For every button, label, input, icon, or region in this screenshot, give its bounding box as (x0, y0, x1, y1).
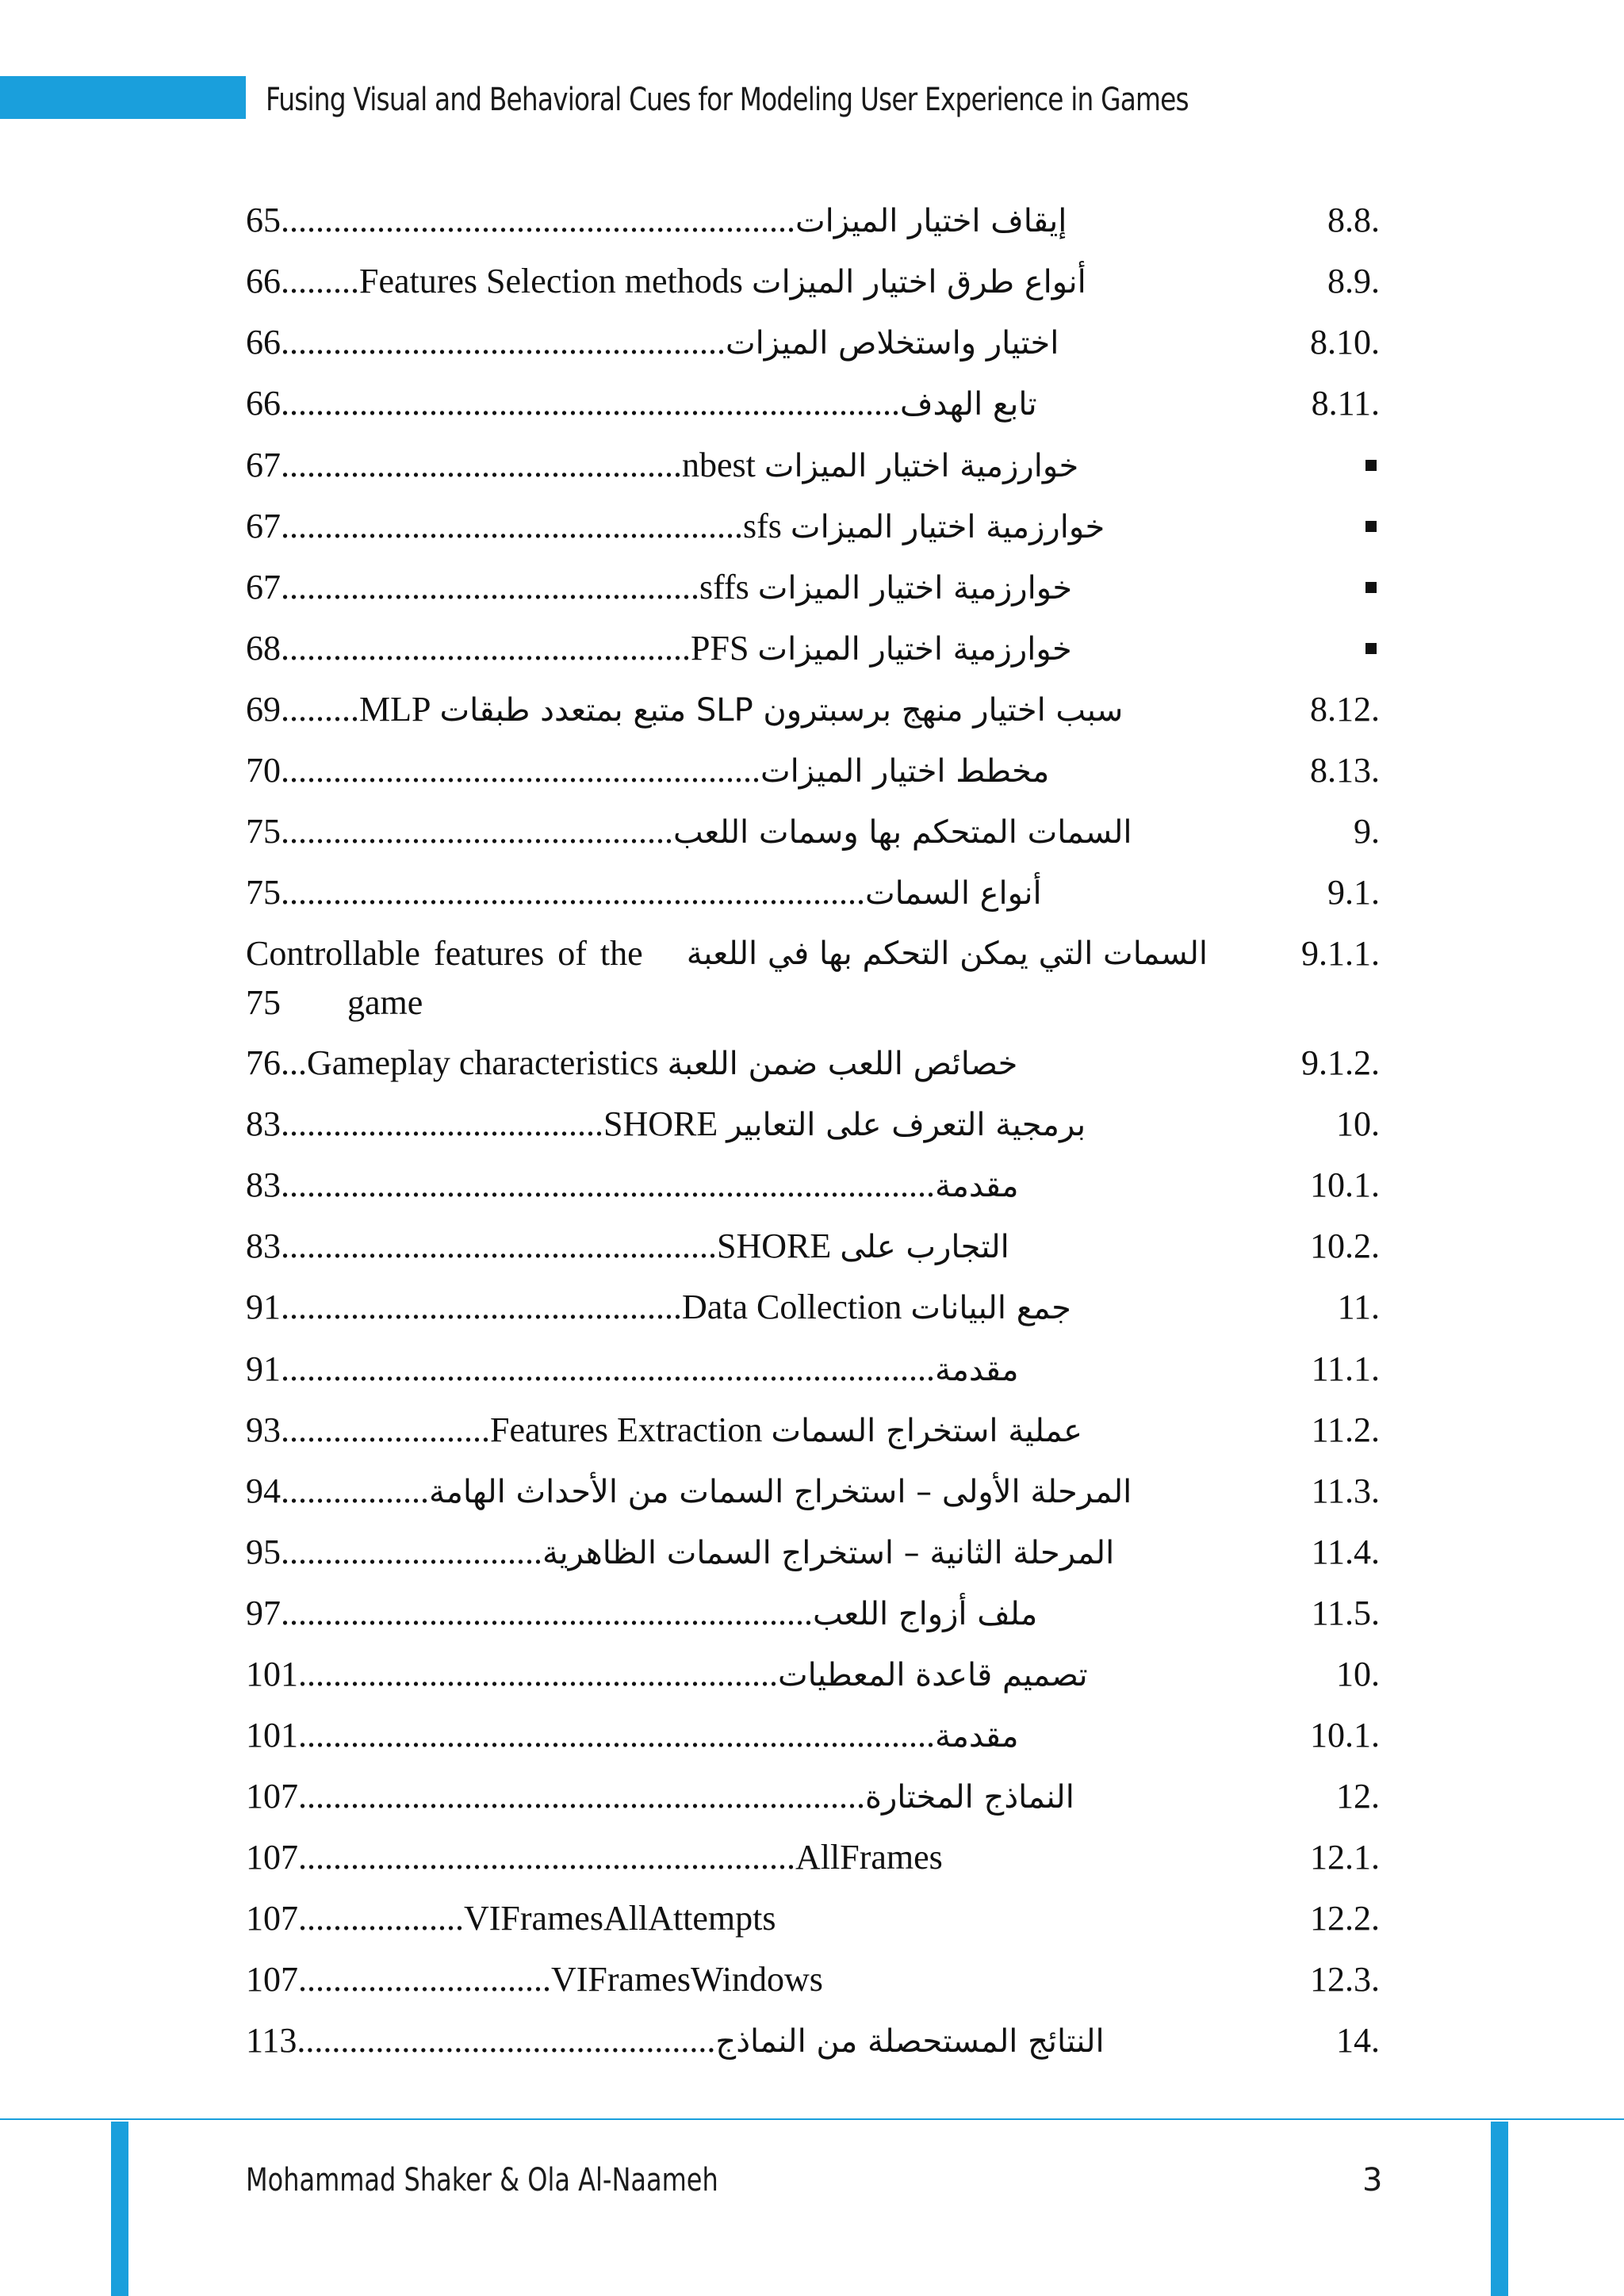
toc-entry-leader-dots: ......... (281, 262, 359, 300)
toc-entry-number: 10.1. (1310, 1716, 1380, 1755)
toc-entry-arabic-title: النتائج المستحصلة من النماذج (715, 2023, 1105, 2060)
toc-entry[interactable] (0, 1158, 1624, 1213)
toc-entry-page: 107 (246, 1899, 298, 1938)
toc-entry-number: 9.1.1. (1301, 934, 1380, 973)
toc-entry-page: 95 (246, 1533, 281, 1571)
footer-right-accent-bar (1491, 2122, 1508, 2296)
toc-entry-english-title: AllFrames (795, 1838, 943, 1877)
toc-entry-number: 9.1. (1327, 873, 1380, 912)
toc-entry-page: 93 (246, 1410, 281, 1449)
toc-entry-page: 67 (246, 507, 281, 545)
toc-entry-english-title: VIFramesWindows (551, 1960, 823, 1999)
toc-entry-leader-dots: .............................. (281, 1533, 542, 1571)
toc-entry-number: 12.3. (1310, 1960, 1380, 1999)
footer-page-number: 3 (1362, 2162, 1383, 2198)
toc-entry-page: 67 (246, 568, 281, 607)
toc-entry-text (246, 1219, 1009, 1274)
toc-entry-english-title: Features Extraction (490, 1410, 763, 1449)
toc-entry-page: 97 (246, 1594, 281, 1632)
toc-entry-text (246, 682, 1123, 737)
toc-entry-page: 69 (246, 690, 281, 729)
toc-entry-leader-dots: ........................................................... (281, 201, 795, 239)
toc-entry-number: 12.2. (1310, 1899, 1380, 1938)
bullet-icon (1365, 643, 1377, 654)
toc-entry-arabic-title: السمات التي يمكن التحكم بها في اللعبة (686, 936, 1208, 972)
toc-entry-text (246, 193, 1067, 248)
toc-entry-leader-dots: ................... (298, 1899, 464, 1938)
toc-entry-leader-dots: ................................................................... (281, 873, 865, 912)
toc-entry-leader-dots: ........................................................................... (281, 1349, 935, 1388)
toc-entry[interactable] (0, 315, 1624, 370)
toc-entry-page: 68 (246, 629, 281, 668)
toc-entry-english-title-continued: game (347, 983, 423, 1022)
toc-entry[interactable] (0, 1586, 1624, 1641)
toc-entry[interactable] (0, 1647, 1624, 1702)
toc-entry-page: 91 (246, 1349, 281, 1388)
toc-entry[interactable] (0, 1830, 1624, 1885)
toc-entry-number: 11.2. (1311, 1410, 1380, 1449)
toc-entry[interactable] (0, 804, 1624, 859)
toc-entry-page: 107 (246, 1777, 298, 1816)
toc-entry[interactable] (0, 926, 1624, 1022)
footer-authors: Mohammad Shaker & Ola Al-Naameh (246, 2162, 718, 2198)
toc-entry-arabic-title: مخطط اختيار الميزات (760, 753, 1050, 790)
toc-entry[interactable] (0, 865, 1624, 920)
toc-entry-text (246, 438, 1078, 493)
toc-entry[interactable] (0, 682, 1624, 737)
toc-entry-leader-dots: ....................................................... (281, 751, 760, 790)
toc-entry-number: 10. (1336, 1104, 1380, 1143)
toc-entry-arabic-title: المرحلة الثانية – استخراج السمات الظاهرية (542, 1535, 1115, 1571)
toc-entry-leader-dots: ... (281, 1043, 307, 1082)
toc-entry-leader-dots: ............................. (298, 1960, 551, 1999)
toc-entry-leader-dots: ......................................................... (298, 1838, 795, 1877)
toc-entry-page: 107 (246, 1838, 298, 1877)
toc-entry-number: 10. (1336, 1655, 1380, 1693)
toc-entry-arabic-title: عملية استخراج السمات (771, 1413, 1082, 1449)
toc-entry-text (246, 1096, 1086, 1152)
toc-entry-english-title: sffs (699, 568, 749, 607)
toc-entry-text (246, 743, 1049, 798)
toc-entry-leader-dots: ........................................................................... (281, 1165, 935, 1204)
toc-entry[interactable] (0, 1280, 1624, 1335)
toc-entry-page: 70 (246, 751, 281, 790)
toc-entry-text (246, 1525, 1114, 1580)
toc-entry[interactable] (0, 1035, 1624, 1091)
toc-entry-text (246, 254, 1086, 309)
toc-entry-text (246, 560, 1072, 615)
toc-entry-page: 65 (246, 201, 281, 239)
toc-entry-english-title: SHORE (717, 1226, 832, 1265)
toc-entry[interactable] (0, 2013, 1624, 2068)
toc-entry-english-title: Gameplay characteristics (307, 1043, 659, 1082)
toc-entry-english-title: Features Selection methods (359, 262, 743, 300)
toc-entry-arabic-title: خوارزمية اختيار الميزات (790, 509, 1105, 545)
toc-entry-text (246, 804, 1132, 859)
toc-entry-page: 107 (246, 1960, 298, 1999)
toc-entry-leader-dots: ................................................ (281, 568, 699, 607)
toc-entry[interactable] (0, 1464, 1624, 1519)
toc-entry-leader-dots: ..................................... (281, 1104, 603, 1143)
toc-entry-number: 9. (1354, 812, 1380, 851)
toc-entry[interactable] (0, 621, 1624, 676)
toc-entry-number: 14. (1336, 2021, 1380, 2060)
toc-entry-number: 12.1. (1310, 1838, 1380, 1877)
toc-entry-number: 12. (1336, 1777, 1380, 1816)
toc-entry-number: 8.12. (1310, 690, 1380, 729)
header-accent-bar (0, 76, 246, 119)
toc-entry-arabic-title: خصائص اللعب ضمن اللعبة (667, 1046, 1018, 1082)
toc-entry-text (246, 1586, 1037, 1641)
toc-entry-page: 83 (246, 1104, 281, 1143)
toc-entry-text (246, 1647, 1088, 1702)
toc-entry-page: 83 (246, 1165, 281, 1204)
toc-entry-english-title: sfs (743, 507, 782, 545)
toc-entry[interactable] (0, 560, 1624, 615)
footer-left-accent-bar (111, 2122, 128, 2296)
toc-entry[interactable] (0, 1708, 1624, 1763)
toc-entry-text (246, 1341, 1019, 1397)
toc-entry-arabic-title: اختيار واستخلاص الميزات (726, 325, 1059, 362)
toc-entry-text (246, 315, 1059, 370)
toc-entry-number: 8.8. (1327, 201, 1380, 239)
toc-entry-leader-dots: ..................................................... (281, 507, 743, 545)
toc-entry[interactable] (0, 193, 1624, 248)
toc-entry-arabic-title: سبب اختيار منهج برسبترون SLP متبع بمتعدد طبقات (439, 692, 1124, 729)
toc-entry[interactable] (0, 438, 1624, 493)
toc-entry-leader-dots: .................................................. (281, 1226, 717, 1265)
toc-entry-arabic-title: مقدمة (935, 1168, 1019, 1204)
bullet-icon (1365, 460, 1377, 471)
toc-entry-english-title: Controllable features of the (246, 934, 643, 973)
toc-entry[interactable] (0, 376, 1624, 431)
toc-entry[interactable] (0, 1769, 1624, 1824)
toc-entry[interactable] (0, 743, 1624, 798)
toc-entry[interactable] (0, 1525, 1624, 1580)
toc-entry-page: 75 (246, 812, 281, 851)
toc-entry-arabic-title: التجارب على (840, 1229, 1009, 1265)
toc-entry-arabic-title: مقدمة (935, 1352, 1019, 1388)
toc-entry-text (246, 1280, 1071, 1335)
toc-entry-text (246, 499, 1105, 554)
toc-entry-leader-dots: ......... (281, 690, 359, 729)
toc-entry-leader-dots: ................................................................. (298, 1777, 865, 1816)
toc-entry-leader-dots: ....................................................... (298, 1655, 778, 1693)
toc-entry-page: 101 (246, 1655, 298, 1693)
footer-divider (0, 2118, 1624, 2120)
toc-entry-arabic-title: إيقاف اختيار الميزات (795, 203, 1067, 239)
toc-entry-number: 9.1.2. (1301, 1043, 1380, 1082)
toc-entry-page: 101 (246, 1716, 298, 1755)
toc-entry-page: 66 (246, 384, 281, 423)
toc-entry-text (246, 1158, 1019, 1213)
toc-entry-number: 10.2. (1310, 1226, 1380, 1265)
toc-entry[interactable] (0, 499, 1624, 554)
toc-entry[interactable] (0, 254, 1624, 309)
toc-entry-text (246, 1769, 1074, 1824)
toc-entry-page: 67 (246, 446, 281, 484)
toc-entry-number: 11.5. (1311, 1594, 1380, 1632)
toc-entry-page: 91 (246, 1288, 281, 1326)
toc-entry-arabic-title: مقدمة (935, 1718, 1019, 1755)
toc-entry-page: 66 (246, 262, 281, 300)
bullet-icon (1365, 521, 1377, 532)
toc-entry-arabic-title: أنواع السمات (865, 875, 1042, 912)
toc-entry-arabic-title: خوارزمية اختيار الميزات (757, 570, 1073, 607)
toc-entry-arabic-title: النماذج المختارة (865, 1779, 1074, 1816)
toc-entry-arabic-title: ملف أزواج اللعب (813, 1596, 1038, 1632)
toc-entry-leader-dots: ................. (281, 1471, 429, 1510)
toc-entry-leader-dots: ............................................. (281, 812, 673, 851)
toc-entry-english-title: SHORE (603, 1104, 718, 1143)
toc-entry[interactable] (0, 1952, 1624, 2007)
toc-entry-number: 8.13. (1310, 751, 1380, 790)
toc-entry-page: 76 (246, 1043, 281, 1082)
toc-entry[interactable] (0, 1891, 1624, 1946)
toc-entry[interactable] (0, 1341, 1624, 1397)
toc-entry-leader-dots: .............................................. (281, 1288, 682, 1326)
toc-entry-text (246, 1708, 1019, 1763)
toc-entry-text (246, 376, 1037, 431)
toc-entry-number: 11.3. (1311, 1471, 1380, 1510)
toc-entry-text (246, 1402, 1082, 1458)
toc-entry-english-title: PFS (691, 629, 749, 668)
toc-entry-text (246, 865, 1042, 920)
toc-entry-arabic-title: خوارزمية اختيار الميزات (764, 448, 1079, 484)
toc-entry-page: 94 (246, 1471, 281, 1510)
toc-entry-arabic-title: جمع البيانات (910, 1290, 1071, 1326)
toc-entry-page: 75 (246, 983, 281, 1022)
toc-entry-leader-dots: ............................................... (281, 629, 691, 668)
toc-entry-number: 8.11. (1311, 384, 1380, 423)
toc-entry-text (246, 1952, 823, 2007)
toc-entry-english-title: VIFramesAllAttempts (464, 1899, 776, 1938)
toc-entry-leader-dots: .............................................. (281, 446, 682, 484)
toc-entry-arabic-title: خوارزمية اختيار الميزات (757, 631, 1072, 668)
toc-entry-page: 113 (246, 2021, 297, 2060)
toc-entry-page: 66 (246, 323, 281, 362)
toc-entry-text (246, 2013, 1105, 2068)
toc-entry-leader-dots: ................................................... (281, 323, 726, 362)
toc-entry-number: 10.1. (1310, 1165, 1380, 1204)
toc-entry-page: 75 (246, 873, 281, 912)
toc-entry-english-title: Data Collection (682, 1288, 902, 1326)
toc-entry-number: 8.9. (1327, 262, 1380, 300)
toc-entry-text (246, 1891, 776, 1946)
running-header-title: Fusing Visual and Behavioral Cues for Modeling User Experience in Games (266, 82, 1189, 118)
toc-entry-leader-dots: ........................ (281, 1410, 490, 1449)
toc-entry-page: 83 (246, 1226, 281, 1265)
toc-entry-arabic-title: تابع الهدف (900, 386, 1037, 423)
toc-entry-number: 11.1. (1311, 1349, 1380, 1388)
toc-entry-arabic-title: المرحلة الأولى – استخراج السمات من الأحداث الهامة (429, 1474, 1132, 1510)
toc-entry[interactable] (0, 1096, 1624, 1152)
toc-entry-text (246, 1830, 943, 1885)
toc-entry-number: 8.10. (1310, 323, 1380, 362)
toc-entry-leader-dots: ....................................................................... (281, 384, 900, 423)
toc-entry-arabic-title: تصميم قاعدة المعطيات (778, 1657, 1088, 1693)
toc-entry-number: 11.4. (1311, 1533, 1380, 1571)
toc-entry[interactable] (0, 1402, 1624, 1458)
toc-entry-text (246, 1035, 1017, 1091)
toc-entry-arabic-title: برمجية التعرف على التعابير (726, 1107, 1086, 1143)
bullet-icon (1365, 582, 1377, 593)
toc-entry-arabic-title: أنواع طرق اختيار الميزات (751, 264, 1086, 300)
toc-entry-number: 11. (1337, 1288, 1380, 1326)
toc-entry-leader-dots: ......................................................................... (298, 1716, 935, 1755)
toc-entry-english-title: nbest (682, 446, 756, 484)
toc-entry-text (246, 1464, 1132, 1519)
toc-entry-english-title: MLP (359, 690, 431, 729)
toc-entry-arabic-title: السمات المتحكم بها وسمات اللعب (673, 814, 1132, 851)
toc-entry-text (246, 621, 1072, 676)
toc-entry-leader-dots: ............................................................. (281, 1594, 813, 1632)
toc-entry-leader-dots: ................................................ (297, 2021, 716, 2060)
toc-entry[interactable] (0, 1219, 1624, 1274)
